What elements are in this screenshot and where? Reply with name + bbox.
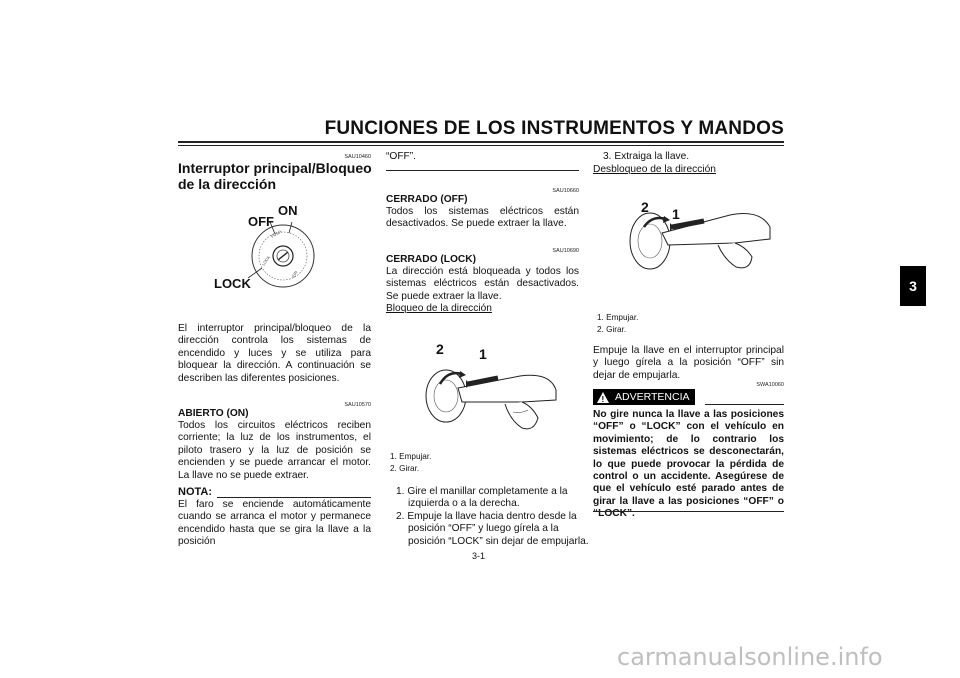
off-heading: CERRADO (OFF) — [386, 194, 468, 205]
section-code: SAU10460 — [344, 154, 371, 160]
section-code: SAU10570 — [344, 402, 371, 408]
warning-badge — [593, 389, 695, 405]
warning-header — [593, 389, 695, 405]
watermark: carmanualsonline.info — [617, 643, 883, 671]
section-code: SAU10660 — [552, 188, 579, 194]
fig-label-1: 1 — [479, 346, 487, 362]
lock-heading: CERRADO (LOCK) — [386, 254, 476, 265]
step-1: 1. Gire el manillar completamente a la izquierda o a la derecha. — [396, 486, 568, 510]
fig-label-off: OFF — [248, 214, 274, 229]
step-2: 2. Empuje la llave hacia dentro desde la posición “OFF” y luego gírela a la posición “LOCK” sin dejar de empujarla. — [396, 511, 589, 547]
caption-2: 2. Girar. — [597, 325, 627, 334]
section-title: Interruptor principal/Bloqueo de la dirección — [178, 160, 372, 192]
page-number: 3-1 — [472, 551, 486, 561]
nota-label: NOTA: — [178, 486, 213, 498]
warning-top-rule — [705, 404, 784, 405]
warning-code: SWA10060 — [756, 382, 784, 388]
header-rule-thin — [178, 145, 784, 146]
warning-triangle-icon: ! — [597, 392, 609, 403]
warning-bottom-rule — [593, 511, 784, 512]
lock-paragraph: La dirección está bloqueada y todos los sistemas eléctricos están desactivados. Se puede extraer la llave. — [386, 266, 579, 302]
on-paragraph: Todos los circuitos eléctricos reciben corriente; la luz de los instrumentos, el piloto trasero y la luz de posición se encienden y se puede arrancar el motor. La llave no se puede extraer. — [178, 420, 371, 481]
nota-paragraph: El faro se enciende automáticamente cuando se arranca el motor y permanece encendido hasta que se gira la llave a la posición — [178, 499, 371, 548]
section-code: SAU10690 — [552, 248, 579, 254]
nota-continuation: “OFF”. — [386, 151, 416, 162]
caption-1: 1. Empujar. — [390, 452, 432, 461]
unlock-subheading: Desbloqueo de la dirección — [593, 164, 716, 175]
unlock-paragraph: Empuje la llave en el interruptor principal y luego gírela a la posición “OFF” sin dejar de empujarla. — [593, 345, 784, 381]
fig-label-2: 2 — [436, 341, 444, 357]
nota-end-rule — [386, 170, 579, 171]
fig-label-on: ON — [278, 203, 298, 218]
intro-paragraph: El interruptor principal/bloqueo de la dirección controla los sistemas de encendido y luces y se utiliza para bloquear la dirección. A continuación se describen las diferentes posiciones. — [178, 323, 371, 384]
fig-label-lock: LOCK — [214, 276, 251, 291]
page-title: FUNCIONES DE LOS INSTRUMENTOS Y MANDOS — [324, 118, 784, 139]
off-paragraph: Todos los sistemas eléctricos están desactivados. Se puede extraer la llave. — [386, 206, 579, 230]
nota-rule — [217, 497, 371, 498]
chapter-tab[interactable]: 3 — [900, 266, 926, 306]
svg-text:PUSH: PUSH — [270, 228, 283, 239]
svg-text:IGN: IGN — [290, 269, 299, 279]
step-3: 3. Extraiga la llave. — [603, 151, 690, 162]
warning-text: No gire nunca la llave a las posiciones “OFF” o “LOCK” con el vehículo en movimiento; de lo contrario los sistemas eléctricos se desconectarán, lo que puede provocar la pérdida de control o un accidente. Asegúrese de que el vehículo esté parado antes de girar la llave a las posiciones “OFF” o “LOCK”. — [593, 409, 784, 520]
fig-label-1: 1 — [672, 206, 680, 222]
on-heading: ABIERTO (ON) — [178, 408, 249, 419]
lock-subheading: Bloqueo de la dirección — [386, 303, 492, 314]
svg-text:LOCK: LOCK — [260, 254, 272, 267]
caption-1: 1. Empujar. — [597, 313, 639, 322]
caption-2: 2. Girar. — [390, 464, 420, 473]
warning-label: ADVERTENCIA — [615, 391, 690, 403]
fig-label-2: 2 — [641, 199, 649, 215]
header-rule — [178, 141, 784, 143]
